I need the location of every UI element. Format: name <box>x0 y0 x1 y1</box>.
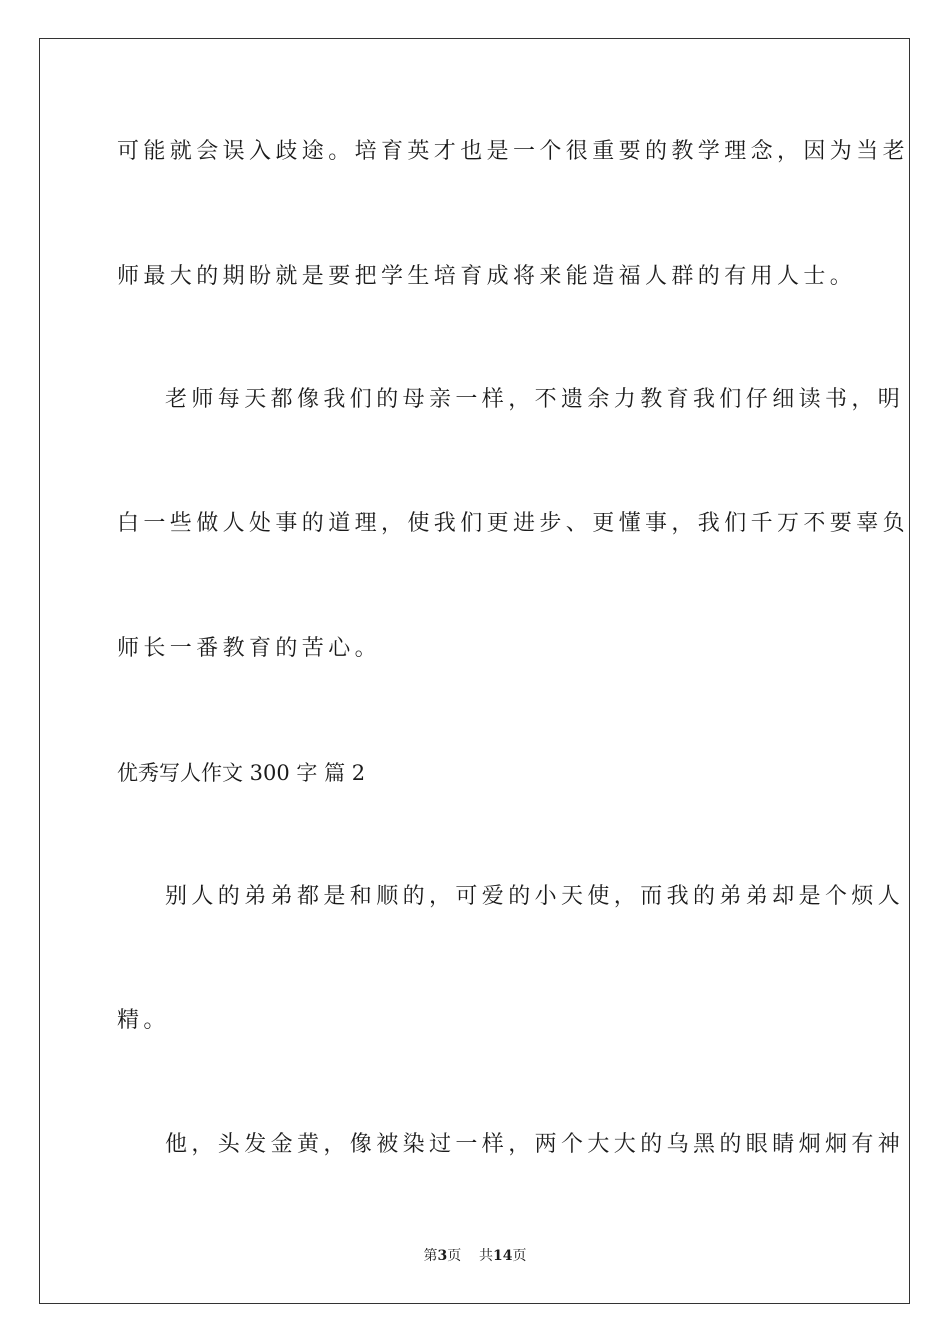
page-frame <box>39 38 910 1304</box>
paragraph-first-line: 老师每天都像我们的母亲一样，不遗余力教育我们仔细读书，明 <box>165 387 905 412</box>
page-number: 3 <box>437 1248 448 1264</box>
total-suffix: 页 <box>512 1248 527 1264</box>
total-pages: 14 <box>493 1248 513 1264</box>
text-line: 白一些做人处事的道理，使我们更进步、更懂事，我们千万不要辜负 <box>117 511 910 536</box>
section-heading: 优秀写人作文 300 字 篇 2 <box>117 761 366 785</box>
total-prefix: 共 <box>479 1248 494 1264</box>
text-line: 可能就会误入歧途。培育英才也是一个很重要的教学理念，因为当老 <box>117 139 910 164</box>
page-footer <box>0 1247 950 1265</box>
text-line: 师长一番教育的苦心。 <box>117 636 382 661</box>
paragraph-first-line: 他，头发金黄，像被染过一样，两个大大的乌黑的眼睛炯炯有神 <box>165 1132 905 1157</box>
page-prefix: 第 <box>423 1248 438 1264</box>
paragraph-first-line: 别人的弟弟都是和顺的，可爱的小天使，而我的弟弟却是个烦人 <box>165 884 905 909</box>
text-line: 精。 <box>117 1008 170 1033</box>
page-suffix: 页 <box>447 1248 462 1264</box>
text-line: 师最大的期盼就是要把学生培育成将来能造福人群的有用人士。 <box>117 264 857 289</box>
